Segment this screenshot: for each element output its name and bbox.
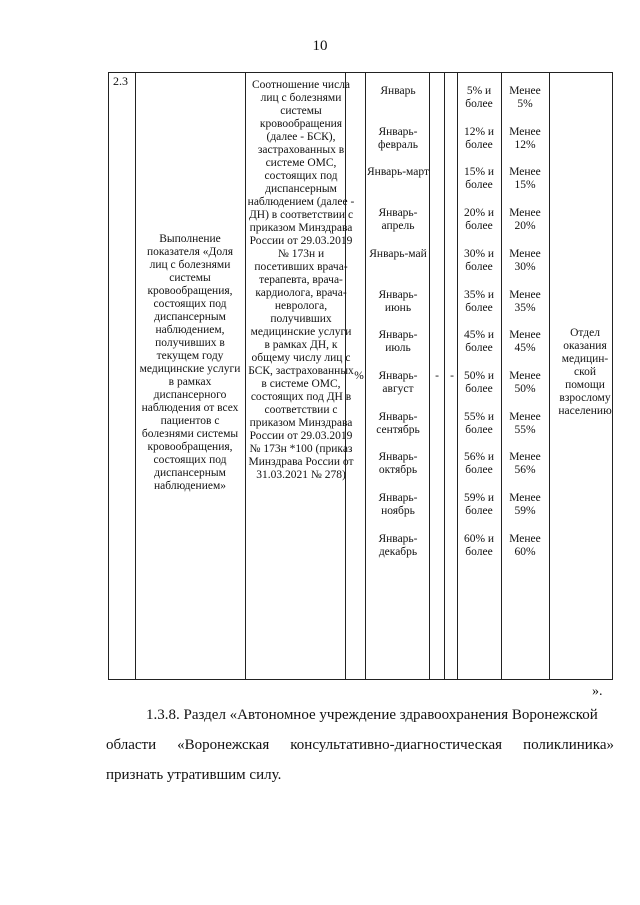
limit-value: Менее 45% [509,329,541,355]
period-cell: Январь-май [369,247,427,260]
target-value: 60% и более [463,532,495,558]
column-divider [549,73,550,679]
paragraph-line: 1.3.8. Раздел «Автономное учреждение здравоохранения Воронежской [146,707,598,723]
period-cell: Январь-апрель [378,207,418,233]
closing-quote: ». [592,684,603,699]
period-cell: Январь-ноябрь [378,492,418,517]
period-cell: Январь-сентябрь [376,410,420,436]
indicator-name: Выполнение показателя «Доля лиц с болезнями системы кровообращения, состоящих под диспансерным наблюдением, получивших в текущем году медицинские услуги в рамках диспансерного наблюдения от всех пациентов с болезнями системы кровообращения, состоящих под диспансерным наблюдением» [139,233,241,492]
column-divider [444,73,445,679]
target-value: 35% и более [463,288,495,314]
column-divider [245,73,246,679]
limit-value: Менее 59% [509,492,541,517]
target-value: 15% и более [463,166,495,192]
target-value: 20% и более [463,207,495,233]
limit-value: Менее 50% [509,369,541,395]
period-cell: Январь-февраль [378,125,418,151]
target-value: 30% и более [463,247,495,273]
target-value: 55% и более [463,410,495,436]
target-value: 5% и более [465,85,493,110]
period-cell: Январь-июнь [378,288,418,314]
calculation-formula: Соотношение числа лиц с болезнями системы кровообращения (далее - БСК), застрахованных в системе ОМС, состоящих под диспансерным наблюдением (далее - ДН) в соответствии с приказом Минздрава России от 29.03.2019 № 173н и посетивших врача-терапевта, врача-кардиолога, врача-невролога, получивших медицинские услуги в рамках ДН, к общему числу лиц с БСК, застрахованных в системе ОМС, состоящих под ДН в соответствии с приказом Минздрава России от 29.03.2019 № 173н *100 (приказ Минздрава России от 31.03.2021 № 278) [247,79,355,481]
column-divider [501,73,502,679]
period-cell: Январь-март [367,166,429,179]
limit-value: Менее 15% [509,166,541,192]
page-number: 10 [312,38,328,54]
period-cell: Январь-июль [378,329,418,355]
limit-value: Менее 35% [509,288,541,314]
limit-value: Менее 60% [509,532,541,558]
limit-value: Менее 30% [509,247,541,273]
row-number: 2.3 [113,74,128,88]
period-cell: Январь-октябрь [378,451,418,477]
column-divider [135,73,136,679]
target-value: 45% и более [463,329,495,355]
limit-value: Менее 55% [509,410,541,436]
indicator-table [108,72,613,680]
paragraph-line: области «Воронежская консультативно-диагностическая поликлиника» [106,737,614,753]
column-divider [429,73,430,679]
empty-value-dash: - [435,370,439,382]
responsible-department: Отдел оказания медицин-ской помощи взрослому населению [558,327,612,417]
limit-value: Менее 20% [509,207,541,233]
target-value: 50% и более [463,369,495,395]
period-cell: Январь [380,85,416,97]
limit-value: Менее 5% [509,85,541,110]
period-cell: Январь-декабрь [378,532,418,558]
target-value: 56% и более [463,451,495,477]
unit-cell: % [354,370,364,382]
limit-value: Менее 56% [509,451,541,477]
target-value: 59% и более [463,492,495,517]
limit-value: Менее 12% [509,125,541,151]
period-cell: Январь-август [378,369,418,395]
target-value: 12% и более [463,125,495,151]
paragraph-line: признать утратившим силу. [106,767,282,783]
empty-value-dash: - [450,370,454,382]
